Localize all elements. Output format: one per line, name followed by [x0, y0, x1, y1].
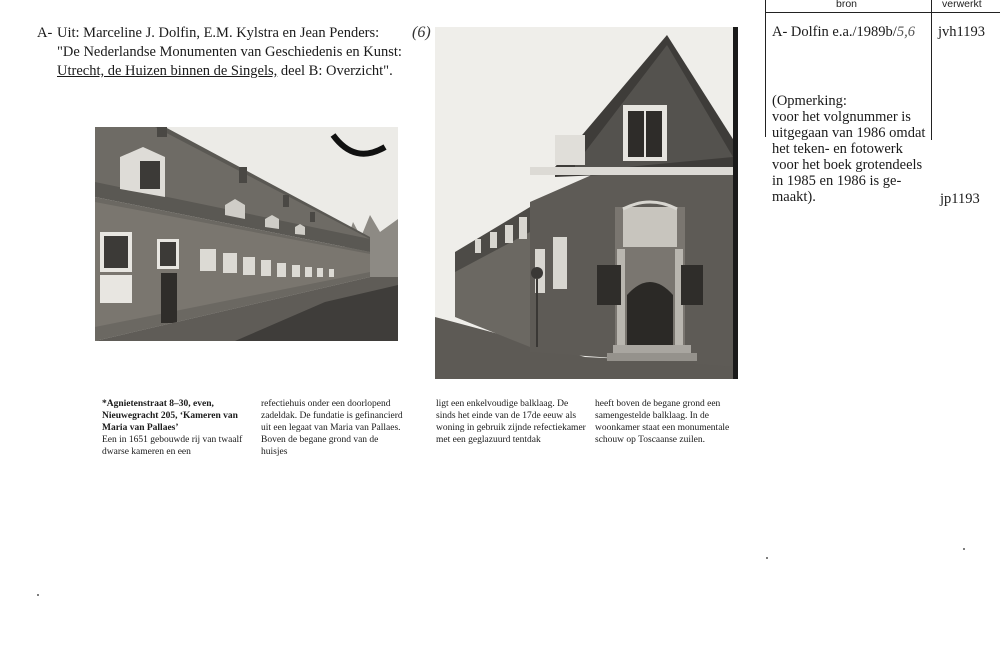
citation-book-part: deel B: Overzicht".: [277, 63, 393, 79]
citation-line-3: [57, 62, 393, 81]
remark-line-1: (Opmerking:: [772, 93, 847, 109]
remark-line-4: het teken- en fotowerk: [772, 141, 903, 157]
caption-text-3: ligt een enkelvoudige balklaag. De sinds het einde van de 17de eeuw als woning in gebruik zijnde refectiekamer met een geglazuurd tentdak: [436, 399, 586, 445]
handwritten-page-note: (6): [412, 24, 431, 41]
citation-line-1: Uit: Marceline J. Dolfin, E.M. Kylstra en Jean Penders:: [57, 25, 380, 41]
caption-column-1: [102, 398, 252, 458]
caption-column-3: [436, 398, 586, 446]
refectory-house-image: [435, 27, 738, 379]
verwerkt-entry-1: jvh1193: [938, 24, 985, 40]
scan-speck: [963, 548, 965, 550]
citation-line-2: "De Nederlandse Monumenten van Geschiedenis en Kunst:: [57, 44, 402, 60]
scan-speck: [37, 594, 39, 596]
caption-text-4: heeft boven de begane grond een samengestelde balklaag. In de woonkamer staat een monumentale schouw op Toscaanse zuilen.: [595, 399, 730, 445]
remark-line-5: voor het boek grotendeels: [772, 157, 923, 173]
column-header-bron: bron: [836, 0, 858, 10]
photo-refectory-house: [435, 27, 738, 379]
scan-speck: [766, 557, 768, 559]
remark-note: [772, 93, 942, 205]
table-left-border: [765, 12, 766, 137]
citation-book-title: Utrecht, de Huizen binnen de Singels,: [57, 63, 278, 79]
almshouse-row-image: [95, 127, 398, 341]
caption-text-2: refectiehuis onder een doorlopend zadeldak. De fundatie is gefinancierd uit een legaat van Maria van Pallaes. Boven de begane grond van de huisjes: [261, 399, 403, 457]
caption-column-4: [595, 398, 745, 446]
bron-entry-text: A- Dolfin e.a./1989b/: [772, 24, 897, 40]
remark-line-6: in 1985 en 1986 is ge-: [772, 173, 902, 189]
caption-title: *Agnietenstraat 8–30, even, Nieuwegracht 205, ‘Kameren van Maria van Pallaes’: [102, 399, 238, 433]
remark-line-2: voor het volgnummer is: [772, 109, 911, 125]
caption-column-2: [261, 398, 406, 458]
bron-entry-handwritten: 5,6: [896, 24, 915, 40]
column-header-verwerkt: verwerkt: [942, 0, 982, 10]
photo-almshouse-row: [95, 127, 398, 341]
citation-prefix: A-: [37, 25, 53, 41]
remark-line-7: maakt).: [772, 189, 816, 205]
remark-line-3: uitgegaan van 1986 omdat: [772, 125, 926, 141]
verwerkt-entry-2: jp1193: [940, 191, 980, 207]
caption-text-1: Een in 1651 gebouwde rij van twaalf dwarse kameren en een: [102, 435, 243, 457]
bron-entry: [772, 24, 915, 40]
